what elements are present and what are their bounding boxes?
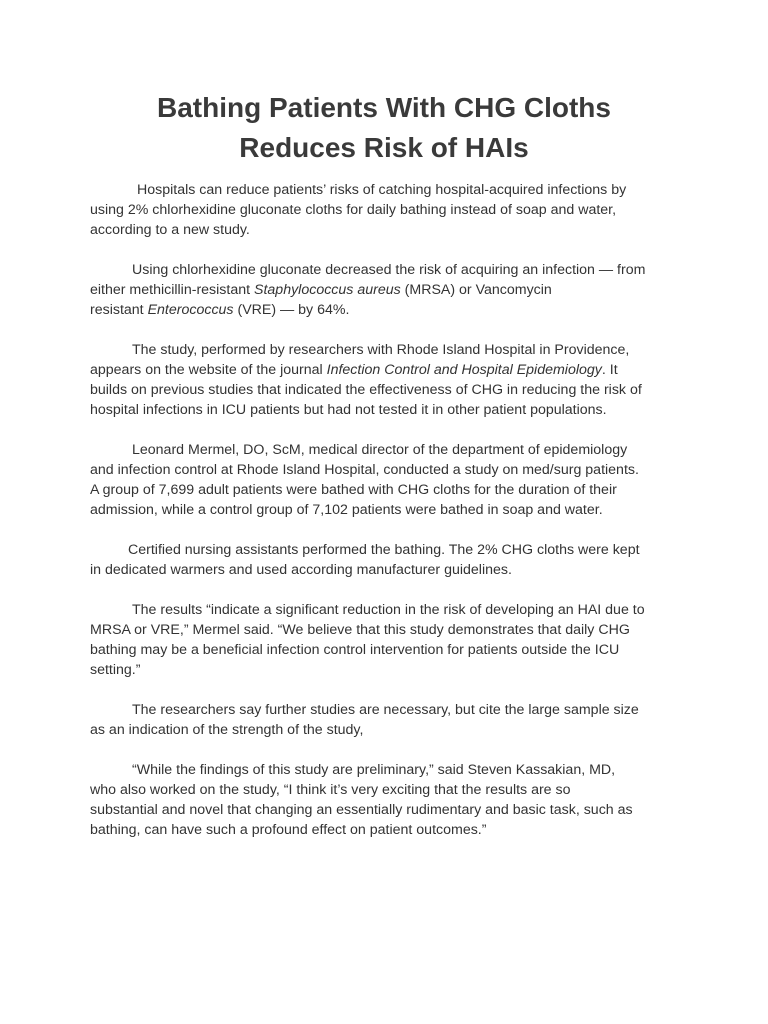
italic-text: Infection Control and Hospital Epidemiology bbox=[326, 362, 602, 378]
text-run: Leonard Mermel, DO, ScM, medical director of the department of epidemiology bbox=[132, 442, 628, 458]
text-run: using 2% chlorhexidine gluconate cloths for daily bathing instead of soap and water, bbox=[90, 202, 617, 218]
paragraph-1 bbox=[90, 180, 690, 240]
text-line bbox=[90, 340, 690, 360]
text-run: (VRE) — by 64%. bbox=[233, 302, 350, 318]
text-run: setting.” bbox=[90, 662, 141, 678]
text-run: as an indication of the strength of the study, bbox=[90, 722, 364, 738]
text-run: The researchers say further studies are necessary, but cite the large sample size bbox=[132, 702, 639, 718]
text-run: according to a new study. bbox=[90, 222, 250, 238]
text-line bbox=[90, 780, 690, 800]
paragraph-3 bbox=[90, 340, 690, 420]
text-run: MRSA or VRE,” Mermel said. “We believe that this study demonstrates that daily CHG bbox=[90, 622, 630, 638]
text-run: and infection control at Rhode Island Hospital, conducted a study on med/surg patients. bbox=[90, 462, 639, 478]
text-run: in dedicated warmers and used according manufacturer guidelines. bbox=[90, 562, 512, 578]
text-run: The results “indicate a significant reduction in the risk of developing an HAI due to bbox=[132, 602, 645, 618]
text-run: bathing, can have such a profound effect on patient outcomes.” bbox=[90, 822, 487, 838]
text-line bbox=[90, 540, 690, 560]
text-line bbox=[90, 400, 690, 420]
paragraph-8 bbox=[90, 760, 690, 840]
text-run: A group of 7,699 adult patients were bathed with CHG cloths for the duration of their bbox=[90, 482, 617, 498]
paragraph-4 bbox=[90, 440, 690, 520]
text-run: hospital infections in ICU patients but had not tested it in other patient populations. bbox=[90, 402, 607, 418]
paragraph-2 bbox=[90, 260, 690, 320]
text-line bbox=[90, 440, 690, 460]
text-run: either methicillin-resistant bbox=[90, 282, 255, 298]
text-line bbox=[90, 360, 690, 380]
text-line bbox=[90, 220, 690, 240]
text-run: resistant bbox=[90, 302, 148, 318]
text-line bbox=[90, 760, 690, 780]
text-line bbox=[90, 820, 690, 840]
text-run: Certified nursing assistants performed the bathing. The 2% CHG cloths were kept bbox=[128, 542, 640, 558]
text-line bbox=[90, 480, 690, 500]
text-run: Using chlorhexidine gluconate decreased the risk of acquiring an infection — from bbox=[132, 262, 646, 278]
text-line bbox=[90, 600, 690, 620]
text-line bbox=[90, 700, 690, 720]
text-run: who also worked on the study, “I think it’s very exciting that the results are so bbox=[90, 782, 571, 798]
italic-text: Enterococcus bbox=[147, 302, 234, 318]
document-title bbox=[90, 88, 678, 168]
text-line bbox=[90, 500, 690, 520]
text-run: “While the findings of this study are preliminary,” said Steven Kassakian, MD, bbox=[132, 762, 616, 778]
paragraph-7 bbox=[90, 700, 690, 740]
text-line bbox=[90, 460, 690, 480]
document-body bbox=[90, 180, 690, 860]
text-line bbox=[90, 660, 690, 680]
title-line-2: Reduces Risk of HAIs bbox=[239, 132, 529, 163]
title-line-1: Bathing Patients With CHG Cloths bbox=[157, 92, 611, 123]
text-line bbox=[90, 380, 690, 400]
text-run: substantial and novel that changing an essentially rudimentary and basic task, such as bbox=[90, 802, 633, 818]
text-run: Hospitals can reduce patients’ risks of catching hospital-acquired infections by bbox=[137, 182, 627, 198]
text-run: (MRSA) or Vancomycin bbox=[400, 282, 552, 298]
text-line bbox=[90, 300, 690, 320]
italic-text: Staphylococcus aureus bbox=[254, 282, 401, 298]
paragraph-5 bbox=[90, 540, 690, 580]
text-line bbox=[90, 560, 690, 580]
text-line bbox=[90, 620, 690, 640]
text-run: appears on the website of the journal bbox=[90, 362, 327, 378]
text-run: builds on previous studies that indicated the effectiveness of CHG in reducing the risk of bbox=[90, 382, 642, 398]
text-run: bathing may be a beneficial infection control intervention for patients outside the ICU bbox=[90, 642, 620, 658]
text-line bbox=[90, 800, 690, 820]
text-line bbox=[90, 200, 690, 220]
text-run: admission, while a control group of 7,102 patients were bathed in soap and water. bbox=[90, 502, 603, 518]
paragraph-6 bbox=[90, 600, 690, 680]
text-run: . It bbox=[601, 362, 618, 378]
text-line bbox=[90, 280, 690, 300]
text-line bbox=[90, 260, 690, 280]
text-run: The study, performed by researchers with Rhode Island Hospital in Providence, bbox=[132, 342, 630, 358]
text-line bbox=[90, 640, 690, 660]
text-line bbox=[90, 720, 690, 740]
text-line bbox=[90, 180, 690, 200]
